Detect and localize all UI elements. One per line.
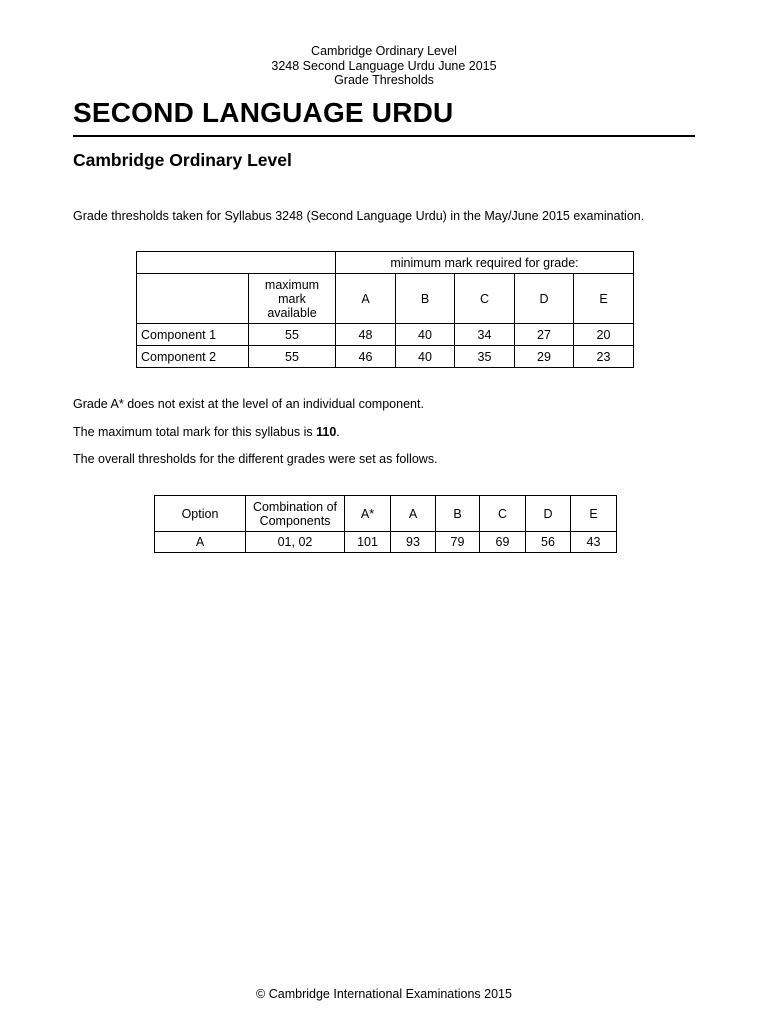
grade-a-value: 46	[336, 346, 396, 368]
component-thresholds-table	[136, 251, 634, 368]
page-subtitle: Cambridge Ordinary Level	[73, 150, 292, 170]
page-title: SECOND LANGUAGE URDU	[73, 97, 454, 128]
grade-a-value: 93	[391, 532, 436, 553]
grade-header-e: E	[574, 274, 634, 324]
grade-header-d: D	[526, 496, 571, 532]
max-mark-value: 55	[249, 324, 336, 346]
grade-c-value: 69	[480, 532, 526, 553]
copyright-footer: © Cambridge International Examinations 2015	[256, 987, 512, 1001]
combination-value: 01, 02	[246, 532, 345, 553]
max-total-note	[73, 425, 340, 440]
max-mark-value: 55	[249, 346, 336, 368]
option-header: Option	[155, 496, 246, 532]
max-mark-header: maximum mark available	[249, 274, 336, 324]
table-header-row	[137, 252, 634, 274]
grade-d-value: 27	[515, 324, 574, 346]
table-row	[137, 324, 634, 346]
header-line-doc-type: Grade Thresholds	[334, 73, 434, 87]
astar-note: Grade A* does not exist at the level of an individual component.	[73, 397, 424, 411]
title-divider	[73, 135, 695, 137]
combination-header: Combination of Components	[246, 496, 345, 532]
max-total-value: 110	[316, 425, 337, 439]
table-header-row	[155, 496, 617, 532]
component-name: Component 1	[137, 324, 249, 346]
grade-header-e: E	[571, 496, 617, 532]
max-total-suffix: .	[336, 425, 340, 439]
grade-d-value: 56	[526, 532, 571, 553]
grade-c-value: 34	[455, 324, 515, 346]
grade-group-header: minimum mark required for grade:	[336, 252, 634, 274]
header-line-syllabus: 3248 Second Language Urdu June 2015	[271, 58, 497, 73]
header-line-qualification: Cambridge Ordinary Level	[311, 44, 457, 58]
intro-text: Grade thresholds taken for Syllabus 3248 (Second Language Urdu) in the May/June 2015 examination.	[73, 209, 645, 223]
grade-c-value: 35	[455, 346, 515, 368]
table-row	[155, 532, 617, 553]
grade-d-value: 29	[515, 346, 574, 368]
grade-header-a: A	[336, 274, 396, 324]
grade-header-c: C	[455, 274, 515, 324]
grade-b-value: 79	[436, 532, 480, 553]
grade-header-b: B	[396, 274, 455, 324]
grade-e-value: 20	[574, 324, 634, 346]
document-header	[0, 44, 768, 88]
empty-header-cell	[137, 252, 336, 274]
grade-a-value: 48	[336, 324, 396, 346]
option-value: A	[155, 532, 246, 553]
grade-astar-value: 101	[345, 532, 391, 553]
grade-header-a: A	[391, 496, 436, 532]
overall-note: The overall thresholds for the different grades were set as follows.	[73, 452, 438, 466]
max-total-prefix: The maximum total mark for this syllabus is	[73, 425, 317, 439]
grade-header-d: D	[515, 274, 574, 324]
empty-header-cell	[137, 274, 249, 324]
grade-e-value: 43	[571, 532, 617, 553]
grade-b-value: 40	[396, 324, 455, 346]
grade-header-b: B	[436, 496, 480, 532]
table-header-row	[137, 274, 634, 324]
grade-header-astar: A*	[345, 496, 391, 532]
grade-b-value: 40	[396, 346, 455, 368]
table-row	[137, 346, 634, 368]
grade-e-value: 23	[574, 346, 634, 368]
component-name: Component 2	[137, 346, 249, 368]
overall-thresholds-table	[154, 495, 617, 553]
grade-header-c: C	[480, 496, 526, 532]
